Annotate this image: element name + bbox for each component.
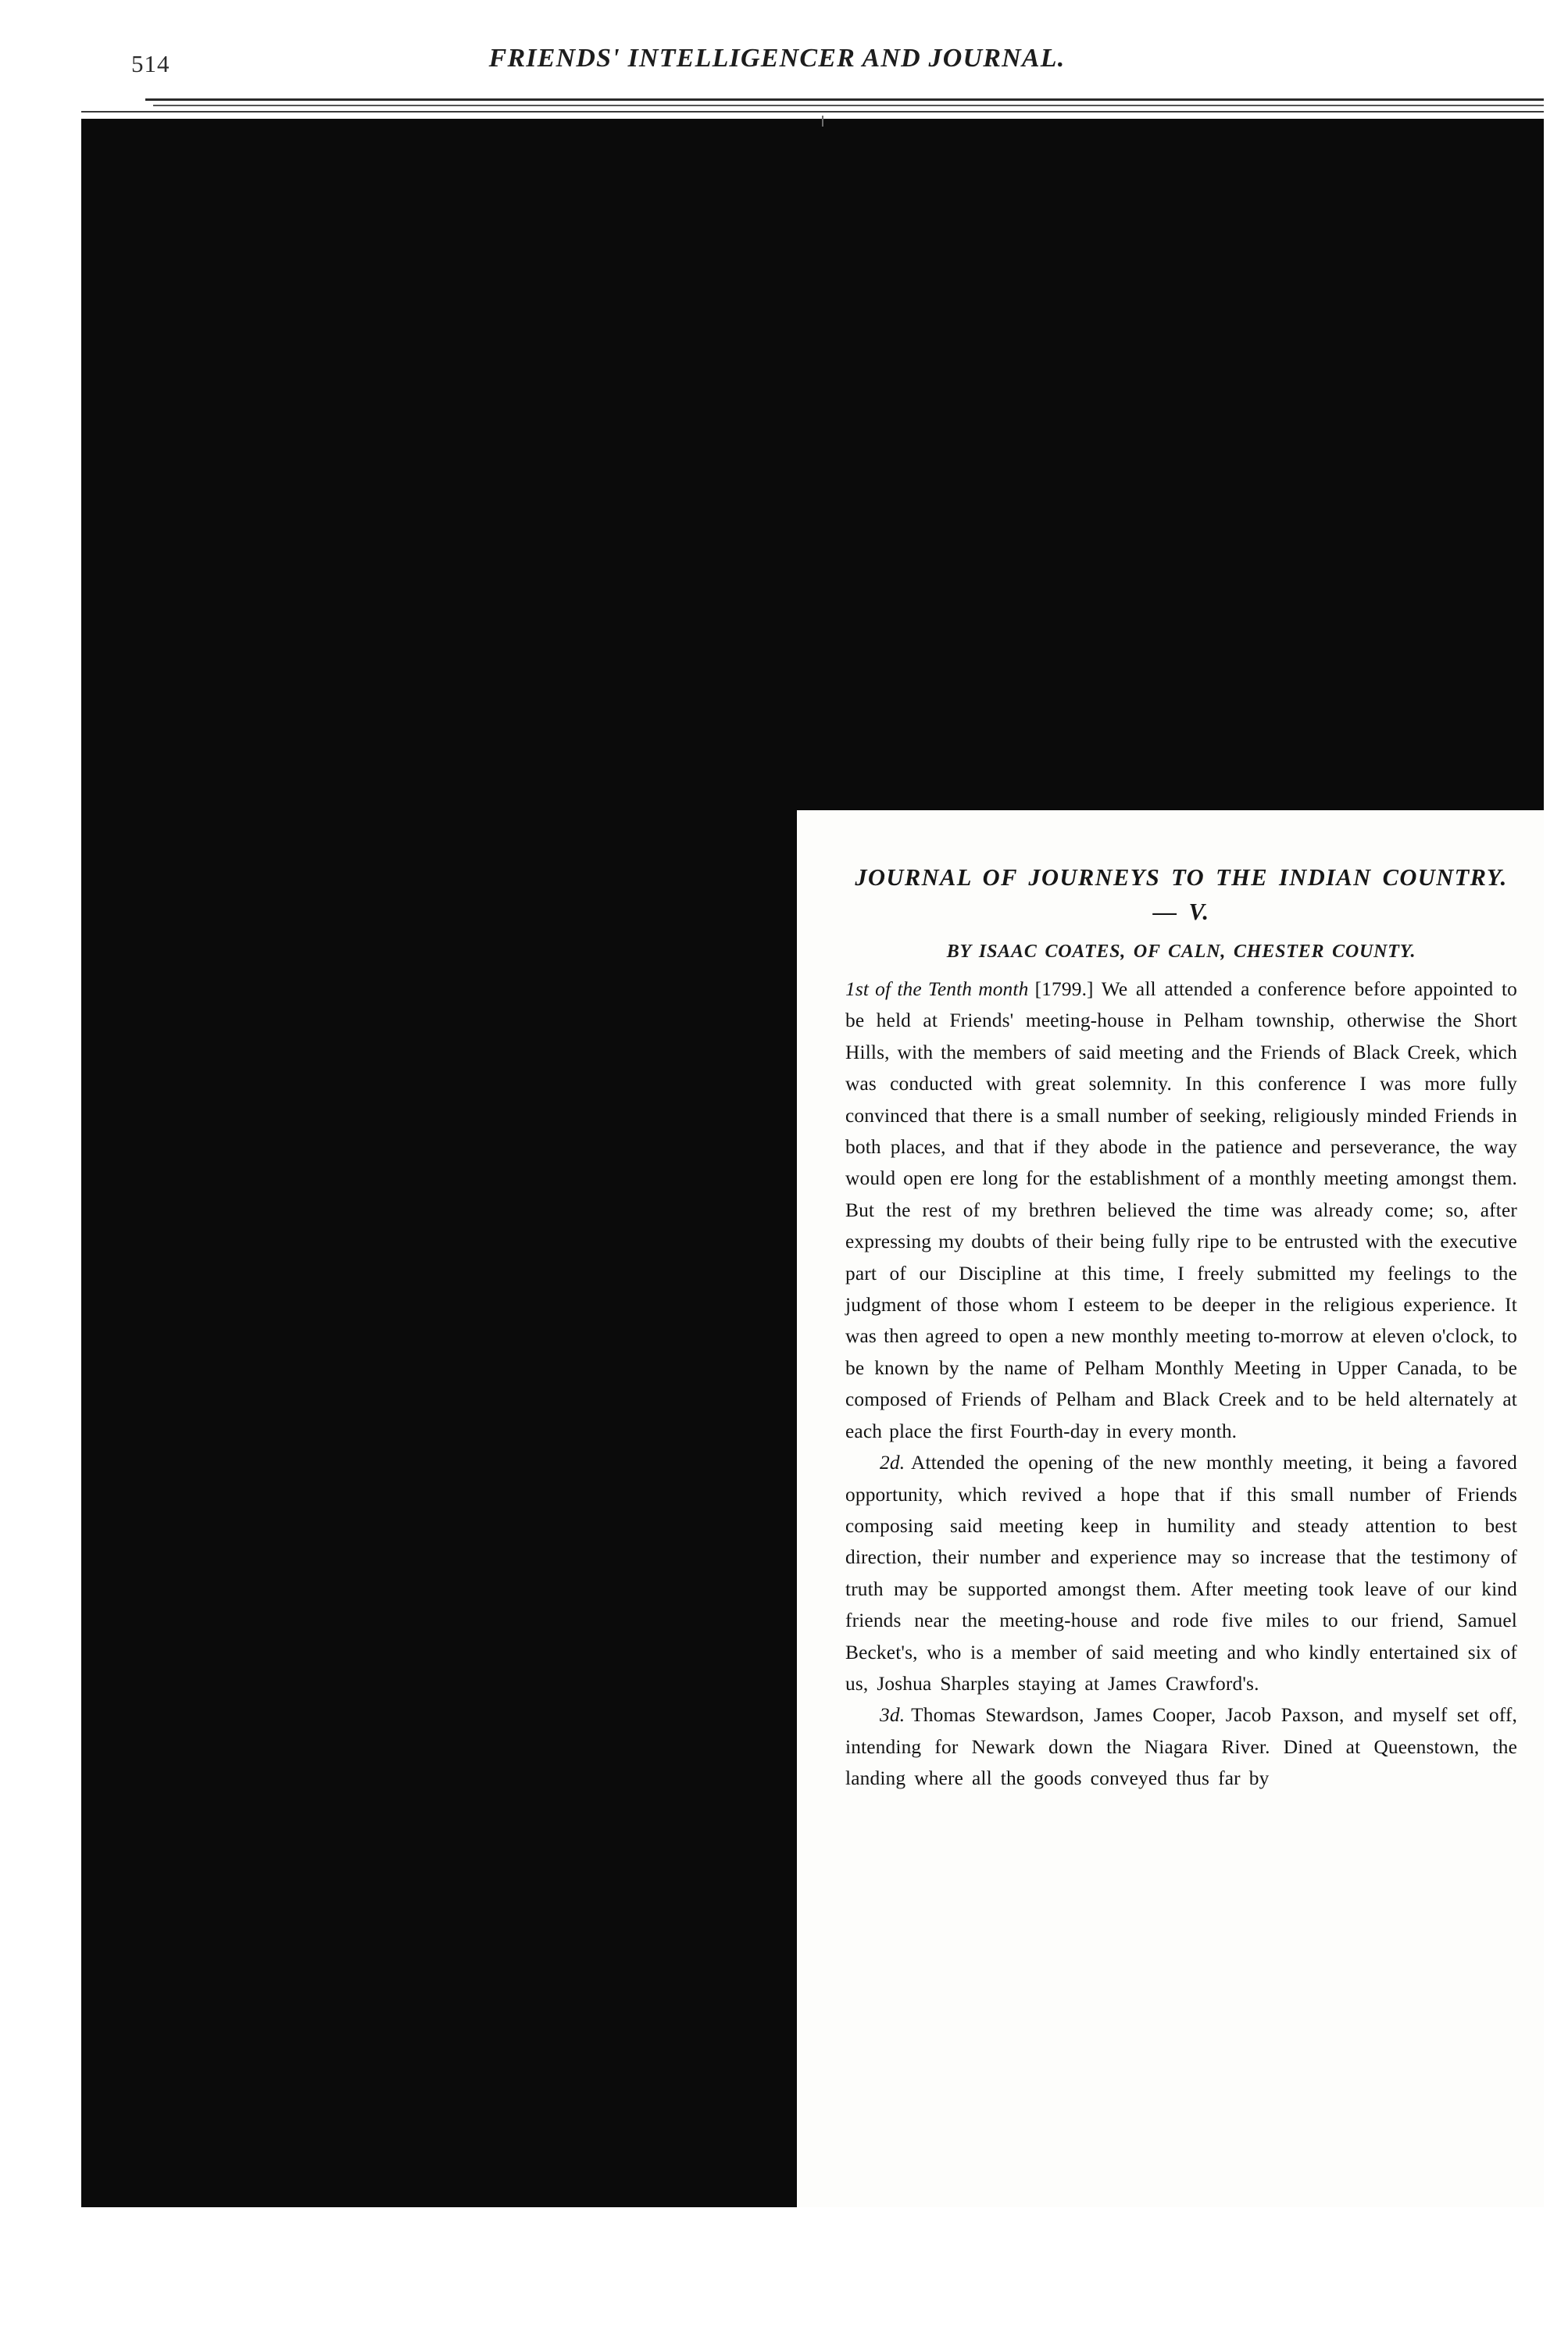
header-rule-top bbox=[145, 98, 1544, 101]
entry-date: 3d. bbox=[880, 1704, 905, 1727]
page-header bbox=[0, 44, 1568, 91]
paragraph bbox=[845, 974, 1517, 1447]
header-rule-bottom bbox=[81, 111, 1544, 113]
paragraph bbox=[845, 1699, 1517, 1794]
paragraph bbox=[845, 1447, 1517, 1699]
entry-date: 2d. bbox=[880, 1452, 905, 1474]
article-column bbox=[797, 810, 1544, 2207]
gutter-tick-mark bbox=[822, 116, 823, 127]
article-body bbox=[845, 974, 1517, 1795]
header-rule-middle bbox=[153, 105, 1544, 106]
entry-text: Thomas Stewardson, James Cooper, Jacob Paxson, and myself set off, intending for Newark down the Niagara River. Dined at Queenstown, the landing where all the goods conveyed thus far by bbox=[845, 1704, 1517, 1790]
page-number: 514 bbox=[131, 50, 170, 77]
entry-text: [1799.] We all attended a conference before appointed to be held at Friends' meeting-house in Pelham township, otherwise the Short Hills, with the members of said meeting and the Friends of Black Creek, which was conducted with great solemnity. In this conference I was more fully convinced that there is a small number of seeking, religiously minded Friends in both places, and that if they abode in the patience and perseverance, the way would open ere long for the establishment of a monthly meeting amongst them. But the rest of my brethren believed the time was already come; so, after expressing my doubts of their being fully ripe to be entrusted with the executive part of our Discipline at this time, I freely submitted my feelings to the judgment of those whom I esteem to be deeper in the religious experience. It was then agreed to open a new monthly meeting to-morrow at eleven o'clock, to be known by the name of Pelham Monthly Meeting in Upper Canada, to be composed of Friends of Pelham and Black Creek and to be held alternately at each place the first Fourth-day in every month. bbox=[845, 978, 1518, 1442]
entry-date: 1st of the Tenth month bbox=[845, 978, 1029, 1000]
article-byline: BY ISAAC COATES, OF CALN, CHESTER COUNTY. bbox=[946, 941, 1416, 962]
article-title: JOURNAL OF JOURNEYS TO THE INDIAN COUNTRY.— V. bbox=[855, 864, 1508, 925]
entry-text: Attended the opening of the new monthly meeting, it being a favored opportunity, which revived a hope that if this small number of Friends composing said meeting keep in humility and steady attention to best direction, their number and experience may so increase that the testimony of truth may be supported amongst them. After meeting took leave of our kind friends near the meeting-house and rode five miles to our friend, Samuel Becket's, who is a member of said meeting and who kindly entertained six of us, Joshua Sharples staying at James Crawford's. bbox=[845, 1452, 1517, 1695]
running-head: FRIENDS' INTELLIGENCER AND JOURNAL. bbox=[488, 44, 1066, 73]
